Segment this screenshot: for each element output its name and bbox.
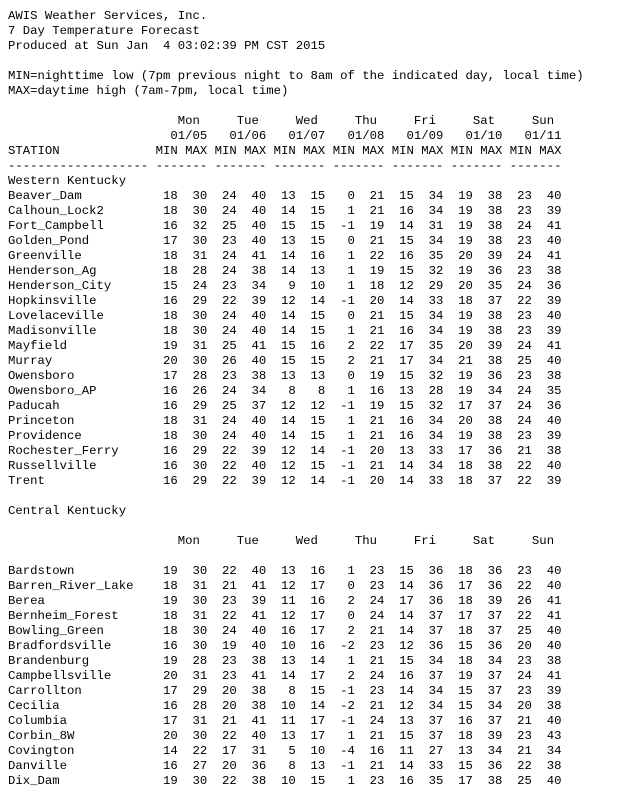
blank-line xyxy=(8,54,639,69)
report-title: 7 Day Temperature Forecast xyxy=(8,24,200,38)
station-row: Covington 14 22 17 31 5 10 -4 16 11 27 13 34 21 34 xyxy=(8,744,562,758)
station-row: Berea 19 30 23 39 11 16 2 24 17 36 18 39 26 41 xyxy=(8,594,562,608)
station-row: Danville 16 27 20 36 8 13 -1 21 14 33 15 36 22 38 xyxy=(8,759,562,773)
station-row: Calhoun_Lock2 18 30 24 40 14 15 1 21 16 34 19 38 23 39 xyxy=(8,204,562,218)
station-row: Madisonville 18 30 24 40 14 15 1 21 16 34 19 38 23 39 xyxy=(8,324,562,338)
header-divider: ------------------- ------- ------- ------- ------- ------- ------- ------- xyxy=(8,159,562,173)
station-row: Murray 20 30 26 40 15 15 2 21 17 34 21 38 25 40 xyxy=(8,354,562,368)
station-row: Bardstown 19 30 22 40 13 16 1 23 15 36 18 36 23 40 xyxy=(8,564,562,578)
region-heading: Western Kentucky xyxy=(8,174,127,188)
station-row: Beaver_Dam 18 30 24 40 13 15 0 21 15 34 19 38 23 40 xyxy=(8,189,562,203)
station-row: Bowling_Green 18 30 24 40 16 17 2 21 14 37 18 37 25 40 xyxy=(8,624,562,638)
station-row: Bradfordsville 16 30 19 40 10 16 -2 23 12 36 15 36 20 40 xyxy=(8,639,562,653)
station-row: Greenville 18 31 24 41 14 16 1 22 16 35 20 39 24 41 xyxy=(8,249,562,263)
blank-line xyxy=(8,489,639,504)
date-header: 01/05 01/06 01/07 01/08 01/09 01/10 01/11 xyxy=(8,129,562,143)
station-row: Princeton 18 31 24 40 14 15 1 21 16 34 20 38 24 40 xyxy=(8,414,562,428)
station-row: Carrollton 17 29 20 38 8 15 -1 23 14 34 15 37 23 39 xyxy=(8,684,562,698)
station-row: Providence 18 30 24 40 14 15 1 21 16 34 19 38 23 39 xyxy=(8,429,562,443)
station-row: Paducah 16 29 25 37 12 12 -1 19 15 32 17 37 24 36 xyxy=(8,399,562,413)
station-row: Owensboro 17 28 23 38 13 13 0 19 15 32 19 36 23 38 xyxy=(8,369,562,383)
station-row: Golden_Pond 17 30 23 40 13 15 0 21 15 34 19 38 23 40 xyxy=(8,234,562,248)
station-row: Rochester_Ferry 16 29 22 39 12 14 -1 20 13 33 17 36 21 38 xyxy=(8,444,562,458)
blank-line xyxy=(8,549,639,564)
station-row: Owensboro_AP 16 26 24 34 8 8 1 16 13 28 19 34 24 35 xyxy=(8,384,562,398)
station-row: Henderson_City 15 24 23 34 9 10 1 18 12 29 20 35 24 36 xyxy=(8,279,562,293)
station-row: Lovelaceville 18 30 24 40 14 15 0 21 15 34 19 38 23 40 xyxy=(8,309,562,323)
station-row: Corbin_8W 20 30 22 40 13 17 1 21 15 37 18 39 23 43 xyxy=(8,729,562,743)
column-header: STATION MIN MAX MIN MAX MIN MAX MIN MAX MIN MAX MIN MAX MIN MAX xyxy=(8,144,562,158)
legend-min: MIN=nighttime low (7pm previous night to 8am of the indicated day, local time) xyxy=(8,69,584,83)
station-row: Hopkinsville 16 29 22 39 12 14 -1 20 14 33 18 37 22 39 xyxy=(8,294,562,308)
region-heading: Central Kentucky xyxy=(8,504,127,518)
blank-line xyxy=(8,99,639,114)
station-row: Campbellsville 20 31 23 41 14 17 2 24 16 37 19 37 24 41 xyxy=(8,669,562,683)
station-row: Russellville 16 30 22 40 12 15 -1 21 14 34 18 38 22 40 xyxy=(8,459,562,473)
station-row: Trent 16 29 22 39 12 14 -1 20 14 33 18 37 22 39 xyxy=(8,474,562,488)
station-row: Bernheim_Forest 18 31 22 41 12 17 0 24 14 37 17 37 22 41 xyxy=(8,609,562,623)
legend-max: MAX=daytime high (7am-7pm, local time) xyxy=(8,84,289,98)
produced-timestamp: Produced at Sun Jan 4 03:02:39 PM CST 2015 xyxy=(8,39,326,53)
company-name: AWIS Weather Services, Inc. xyxy=(8,9,208,23)
day-header: Mon Tue Wed Thu Fri Sat Sun xyxy=(8,114,555,128)
blank-line xyxy=(8,519,639,534)
station-row: Cecilia 16 28 20 38 10 14 -2 21 12 34 15 34 20 38 xyxy=(8,699,562,713)
station-row: Brandenburg 19 28 23 38 13 14 1 21 15 34 18 34 23 38 xyxy=(8,654,562,668)
station-row: Mayfield 19 31 25 41 15 16 2 22 17 35 20 39 24 41 xyxy=(8,339,562,353)
day-header: Mon Tue Wed Thu Fri Sat Sun xyxy=(8,534,555,548)
station-row: Columbia 17 31 21 41 11 17 -1 24 13 37 16 37 21 40 xyxy=(8,714,562,728)
station-row: Dix_Dam 19 30 22 38 10 15 1 23 16 35 17 38 25 40 xyxy=(8,774,562,788)
station-row: Fort_Campbell 16 32 25 40 15 15 -1 19 14 31 19 38 24 41 xyxy=(8,219,562,233)
station-row: Barren_River_Lake 18 31 21 41 12 17 0 23 14 36 17 36 22 40 xyxy=(8,579,562,593)
station-row: Henderson_Ag 18 28 24 38 14 13 1 19 15 32 19 36 23 38 xyxy=(8,264,562,278)
